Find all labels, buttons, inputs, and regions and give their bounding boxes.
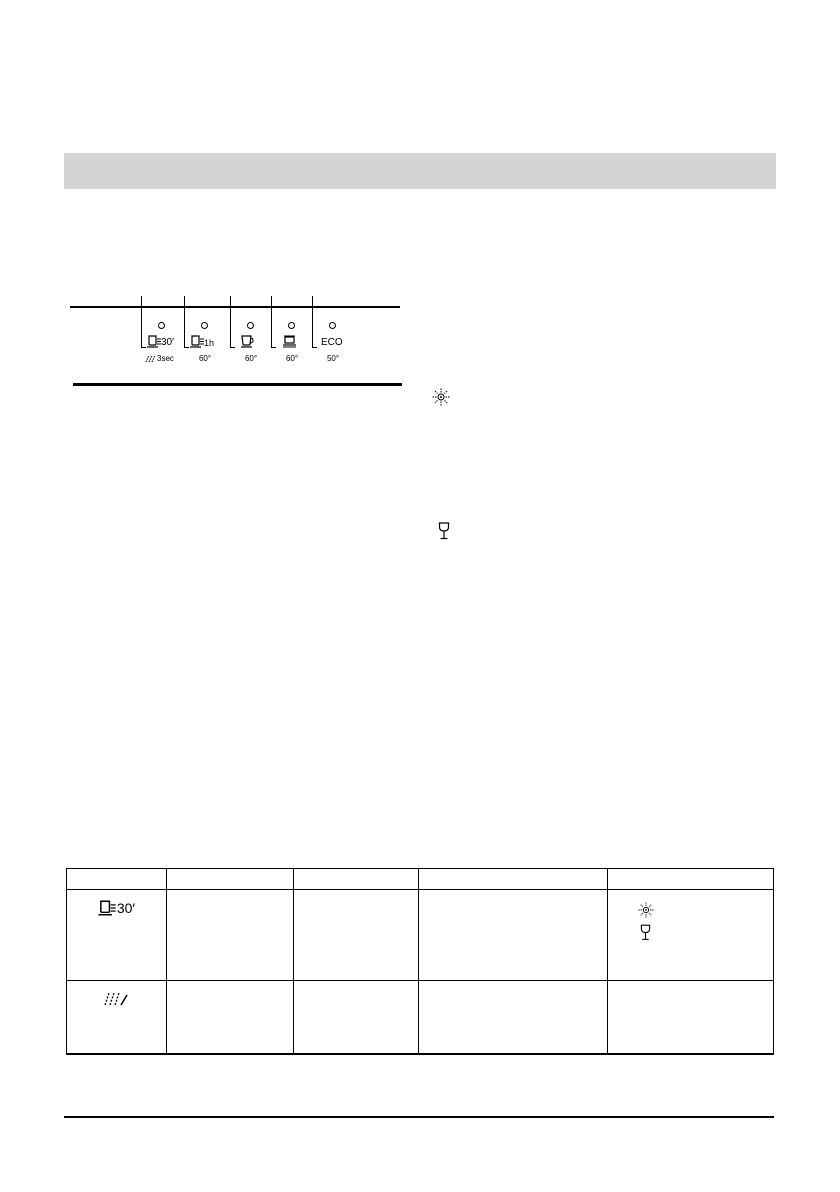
- table-row: [67, 981, 774, 1055]
- rinse-spray-icon: [103, 991, 129, 1007]
- program-led: [201, 322, 208, 329]
- program-intensive: [271, 296, 309, 376]
- table-cell: [293, 981, 419, 1055]
- table-header-cell: [419, 869, 608, 890]
- table-header-cell: [166, 869, 293, 890]
- table-row: [67, 890, 774, 981]
- table-cell-program: [67, 981, 167, 1055]
- wine-glass-icon: [438, 522, 450, 540]
- rinse-aid-sun-icon: [638, 902, 654, 918]
- table-cell-options: [608, 890, 774, 981]
- cup-plate-icon: [147, 335, 161, 348]
- program-1h: [184, 296, 222, 376]
- table-header-cell: [67, 869, 167, 890]
- cup-plate-icon: [98, 900, 116, 916]
- program-quick-30: [141, 296, 179, 376]
- rinse-aid-indicator: [432, 388, 450, 411]
- program-symbol: ECO: [321, 337, 343, 348]
- table-cell: [419, 890, 608, 981]
- program-symbol: [240, 334, 254, 348]
- program-table: [66, 868, 774, 1055]
- program-symbol: 30′: [147, 334, 174, 348]
- rinse-aid-sun-icon: [432, 388, 450, 406]
- program-symbol: [283, 334, 296, 348]
- table-cell: [166, 981, 293, 1055]
- section-header-bar: [64, 153, 776, 189]
- rinse-spray-icon: [145, 354, 157, 363]
- program-normal: [230, 296, 268, 376]
- program-led: [288, 322, 295, 329]
- table-cell: [419, 981, 608, 1055]
- table-header-cell: [293, 869, 419, 890]
- program-led: [329, 322, 336, 329]
- program-temperature: 60°: [285, 354, 299, 363]
- table-header-row: [67, 869, 774, 890]
- program-temperature: 50°: [326, 354, 340, 363]
- table-cell-program: 30′: [67, 890, 167, 981]
- table-cell: [608, 981, 774, 1055]
- cup-plate-icon: [190, 335, 204, 348]
- table-cell: [293, 890, 419, 981]
- program-temperature: 60°: [244, 354, 258, 363]
- program-led: [247, 322, 254, 329]
- glass-indicator: [438, 522, 450, 545]
- wine-glass-icon: [640, 924, 651, 941]
- table-header-cell: [608, 869, 774, 890]
- pot-icon: [283, 335, 296, 348]
- control-panel-diagram: [70, 296, 402, 390]
- program-symbol: 1h: [190, 334, 214, 348]
- footer-rule: [64, 1116, 774, 1118]
- cup-icon: [240, 335, 254, 348]
- program-sub-label: 3sec: [145, 354, 179, 363]
- program-led: [158, 322, 165, 329]
- program-eco: [312, 296, 350, 376]
- table-cell: [166, 890, 293, 981]
- panel-bottom-line: [73, 383, 402, 386]
- program-temperature: 60°: [198, 354, 212, 363]
